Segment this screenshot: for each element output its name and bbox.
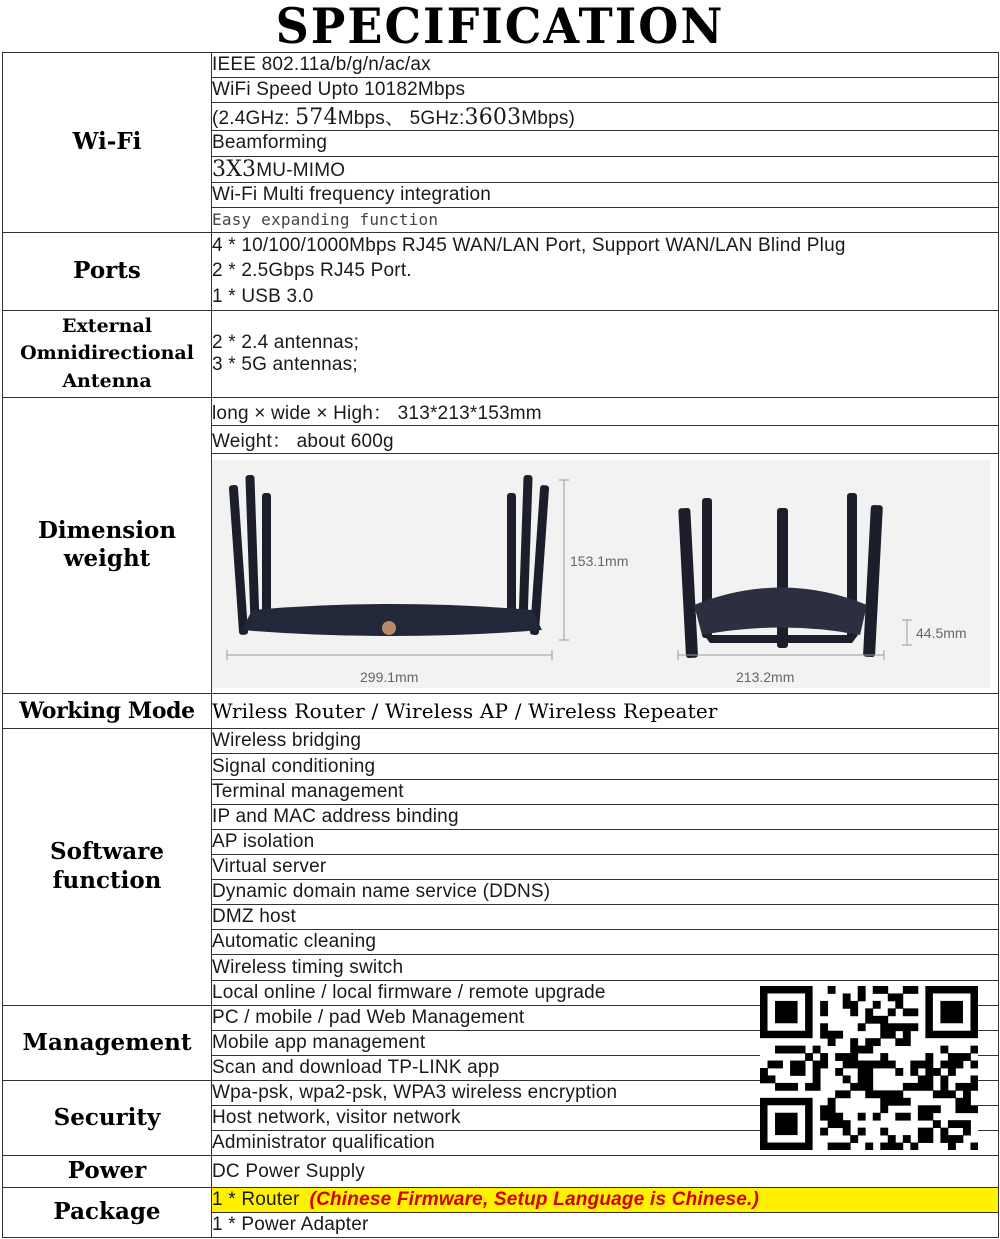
router-side-view — [678, 493, 967, 685]
working-mode-value: Wriless Router / Wireless AP / Wireless Repeater — [212, 694, 999, 729]
software-item: Signal conditioning — [212, 754, 999, 779]
wifi-multi-frequency: Wi-Fi Multi frequency integration — [212, 182, 999, 207]
antenna-item: 2 * 2.4 antennas; — [212, 331, 360, 353]
management-label: Management — [3, 1005, 212, 1080]
software-item: DMZ host — [212, 905, 999, 930]
security-item: Host network, visitor network — [212, 1106, 999, 1131]
width-label: 299.1mm — [360, 668, 419, 685]
dimension-label: Dimension weight — [3, 397, 212, 693]
dimension-weight: Weight： about 600g — [212, 425, 999, 453]
software-item: Dynamic domain name service (DDNS) — [212, 880, 999, 905]
wifi-standard: IEEE 802.11a/b/g/n/ac/ax — [212, 53, 999, 78]
page-title: SPECIFICATION — [275, 0, 725, 55]
package-router: 1 * Router (Chinese Firmware, Setup Language is Chinese.) — [212, 1187, 999, 1212]
base-label: 44.5mm — [916, 624, 967, 641]
router-photo — [212, 460, 990, 688]
power-label: Power — [3, 1156, 212, 1187]
software-item: Terminal management — [212, 779, 999, 804]
dimension-size: long × wide × High： 313*213*153mm — [212, 397, 999, 425]
ports-label: Ports — [3, 232, 212, 310]
management-item: PC / mobile / pad Web Management — [212, 1005, 999, 1030]
antenna-item: 3 * 5G antennas; — [212, 353, 358, 375]
wifi-beamforming: Beamforming — [212, 131, 999, 156]
wifi-speed-detail: (2.4GHz: 574Mbps、 5GHz:3603Mbps) — [212, 103, 999, 131]
software-item: IP and MAC address binding — [212, 804, 999, 829]
router-photo-cell — [212, 453, 999, 693]
security-item: Administrator qualification — [212, 1131, 999, 1156]
router-front-view — [227, 474, 628, 684]
security-item: Wpa-psk, wpa2-psk, WPA3 wireless encryption — [212, 1081, 999, 1106]
wifi-speed: WiFi Speed Upto 10182Mbps — [212, 78, 999, 103]
antenna-items — [212, 311, 999, 397]
software-item: Wireless bridging — [212, 729, 999, 754]
package-adapter: 1 * Power Adapter — [212, 1212, 999, 1237]
wifi-expanding: Easy expanding function — [212, 207, 999, 232]
port-item: 1 * USB 3.0 — [212, 284, 999, 311]
height-label: 153.1mm — [570, 552, 629, 569]
antenna-label: External Omnidirectional Antenna — [3, 311, 212, 397]
qr-code-icon — [760, 986, 978, 1150]
management-item: Mobile app management — [212, 1030, 999, 1055]
wifi-mimo: 3X3MU-MIMO — [212, 156, 999, 182]
router-illustration — [212, 460, 990, 688]
port-item: 2 * 2.5Gbps RJ45 Port. — [212, 259, 999, 284]
depth-label: 213.2mm — [736, 668, 795, 685]
package-label: Package — [3, 1187, 212, 1237]
software-item: AP isolation — [212, 829, 999, 854]
software-item: Virtual server — [212, 854, 999, 879]
working-mode-label: Working Mode — [3, 694, 212, 729]
management-item: Scan and download TP-LINK app — [212, 1055, 999, 1080]
software-item: Automatic cleaning — [212, 930, 999, 955]
software-item: Wireless timing switch — [212, 955, 999, 980]
port-item: 4 * 10/100/1000Mbps RJ45 WAN/LAN Port, Support WAN/LAN Blind Plug — [212, 232, 999, 258]
firmware-note: (Chinese Firmware, Setup Language is Chinese.) — [309, 1188, 760, 1210]
security-label: Security — [3, 1081, 212, 1156]
wifi-label: Wi-Fi — [3, 53, 212, 233]
software-label: Software function — [3, 729, 212, 1005]
power-value: DC Power Supply — [212, 1156, 999, 1187]
software-item: Local online / local firmware / remote upgrade — [212, 980, 999, 1005]
